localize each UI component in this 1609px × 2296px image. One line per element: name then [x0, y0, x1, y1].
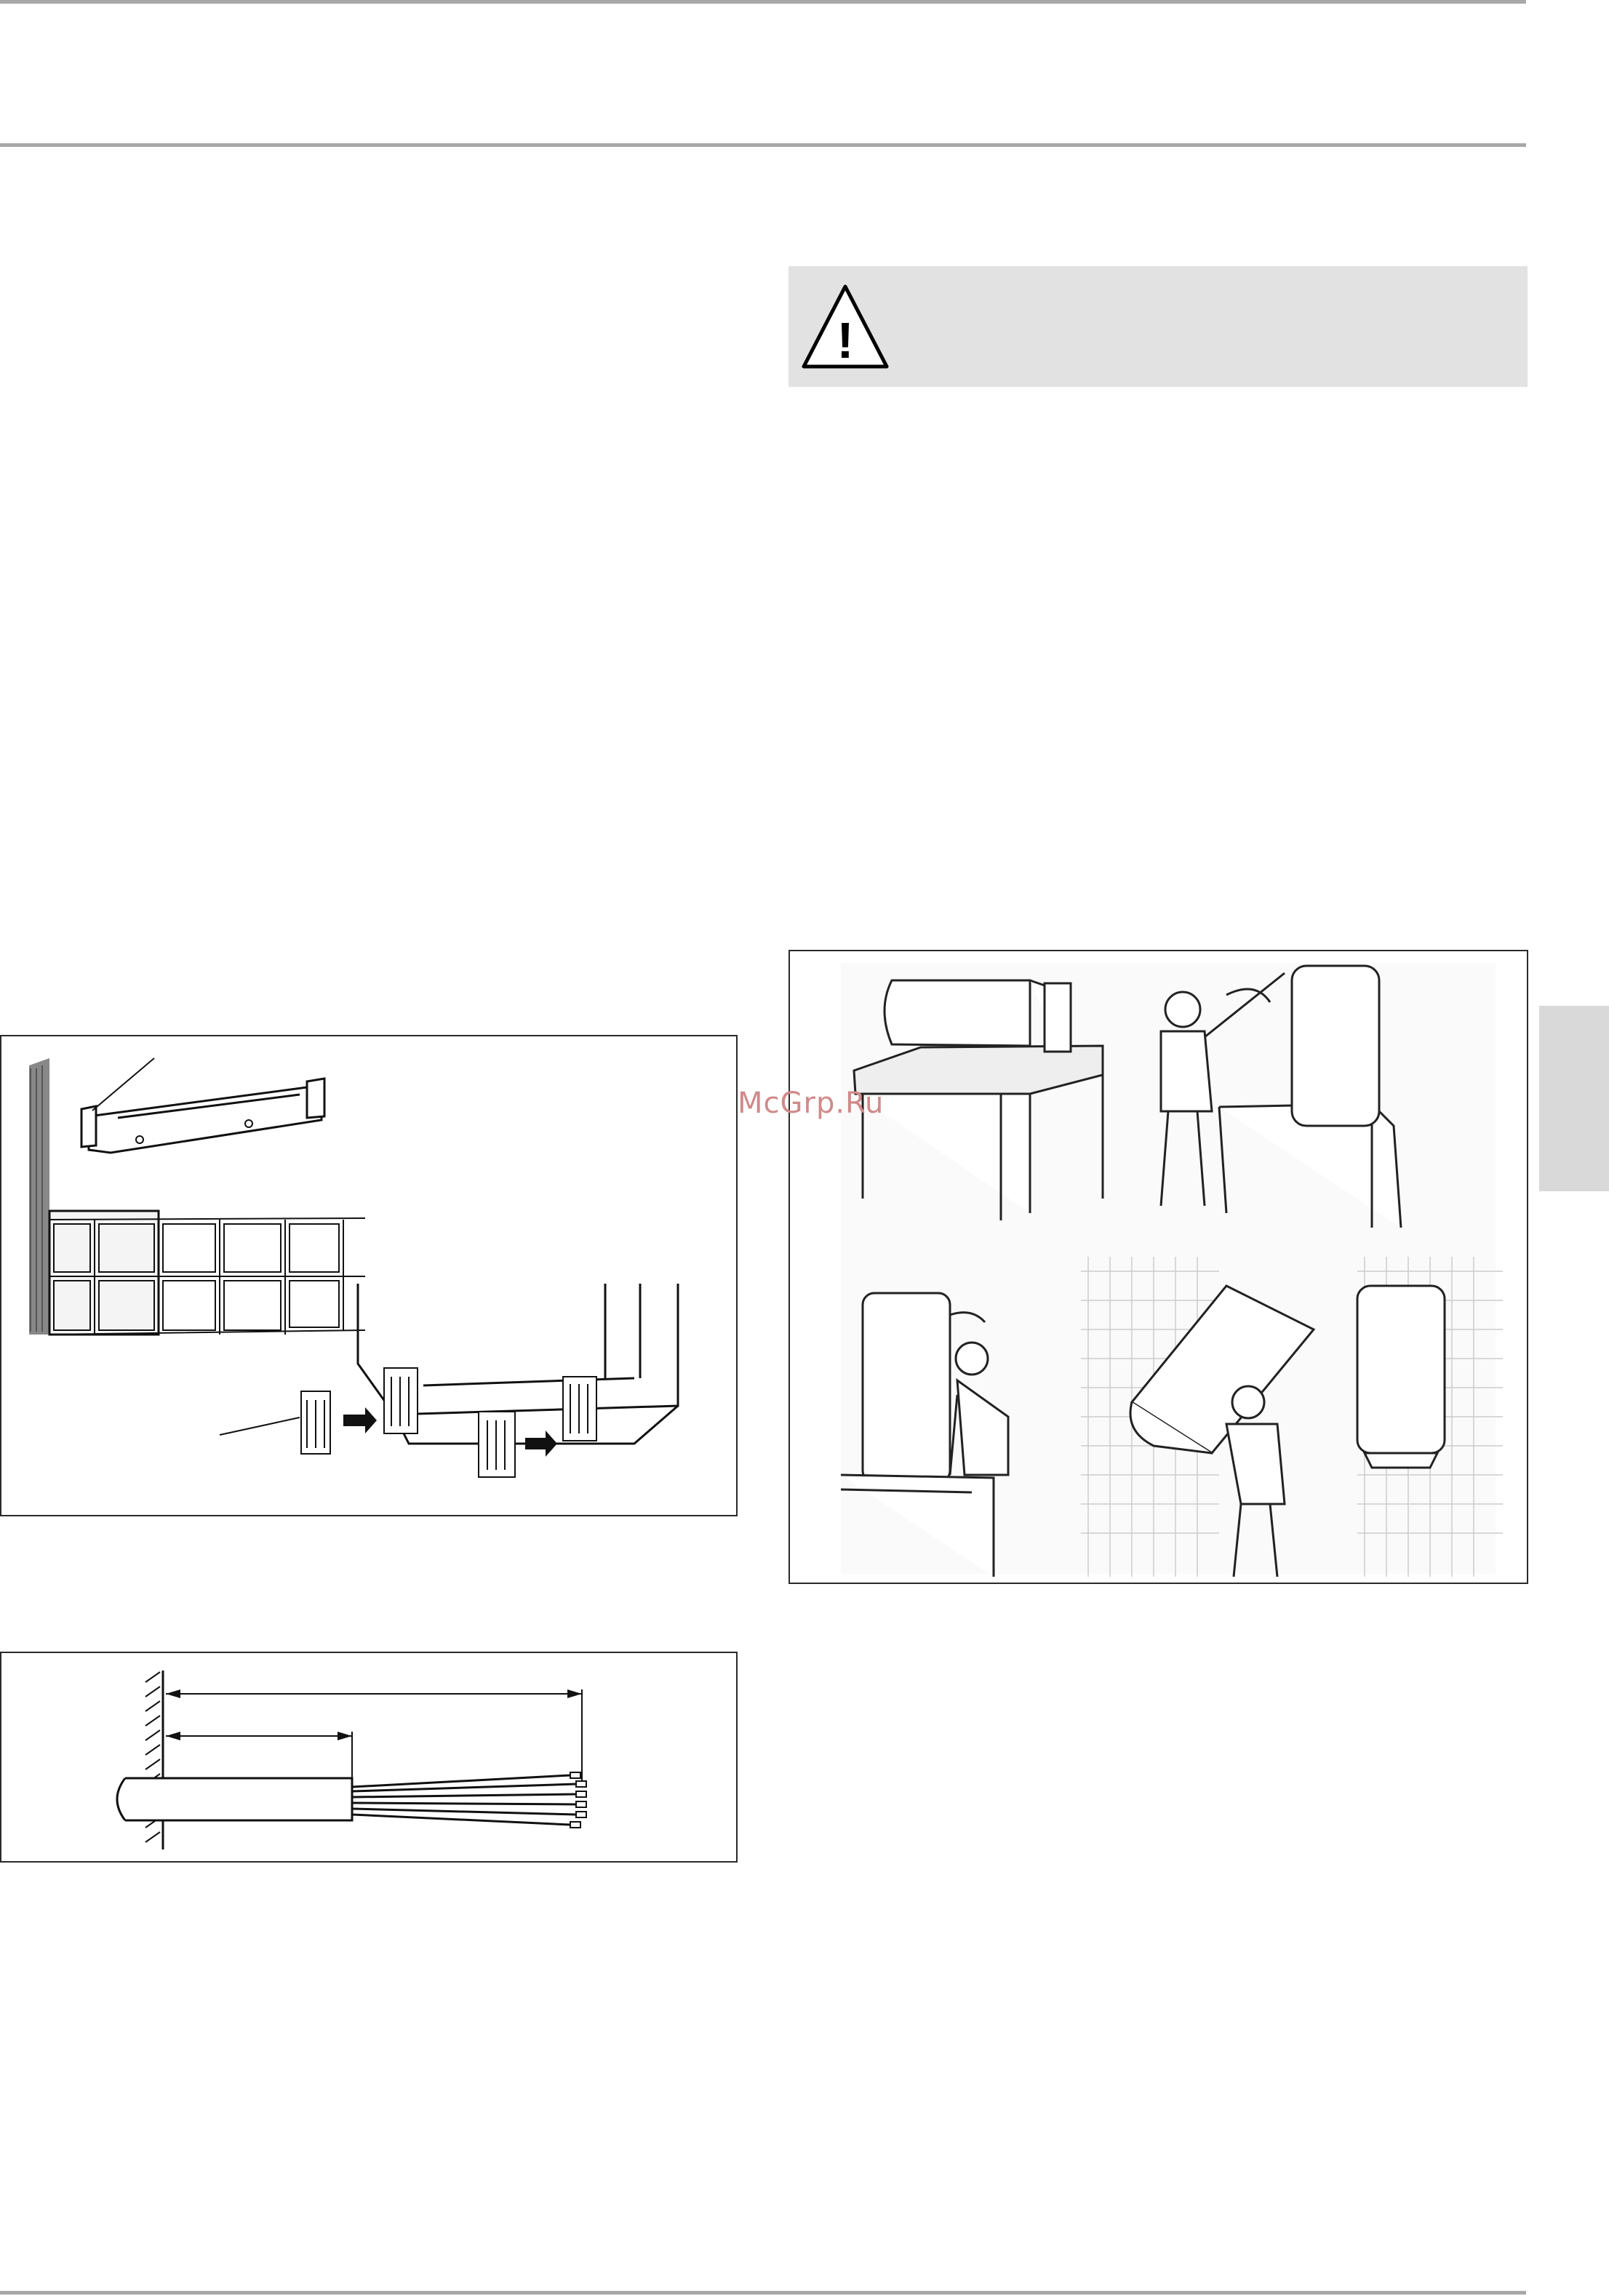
bracket-figure: [0, 1035, 738, 1516]
cable-illustration: [1, 1653, 736, 1861]
warning-panel: [788, 266, 1528, 387]
top-rule: [0, 0, 1526, 4]
header-rule: [0, 143, 1526, 147]
watermark: McGrp.Ru: [738, 1087, 885, 1120]
warning-symbol: !: [837, 312, 854, 369]
bracket-illustration: [1, 1036, 736, 1515]
cable-figure: [0, 1652, 738, 1863]
footer-rule: [0, 2291, 1526, 2295]
installation-figure: [788, 950, 1528, 1584]
installation-illustration: [790, 951, 1527, 1583]
warning-triangle-icon: [798, 281, 893, 375]
section-tab: [1539, 1006, 1609, 1191]
